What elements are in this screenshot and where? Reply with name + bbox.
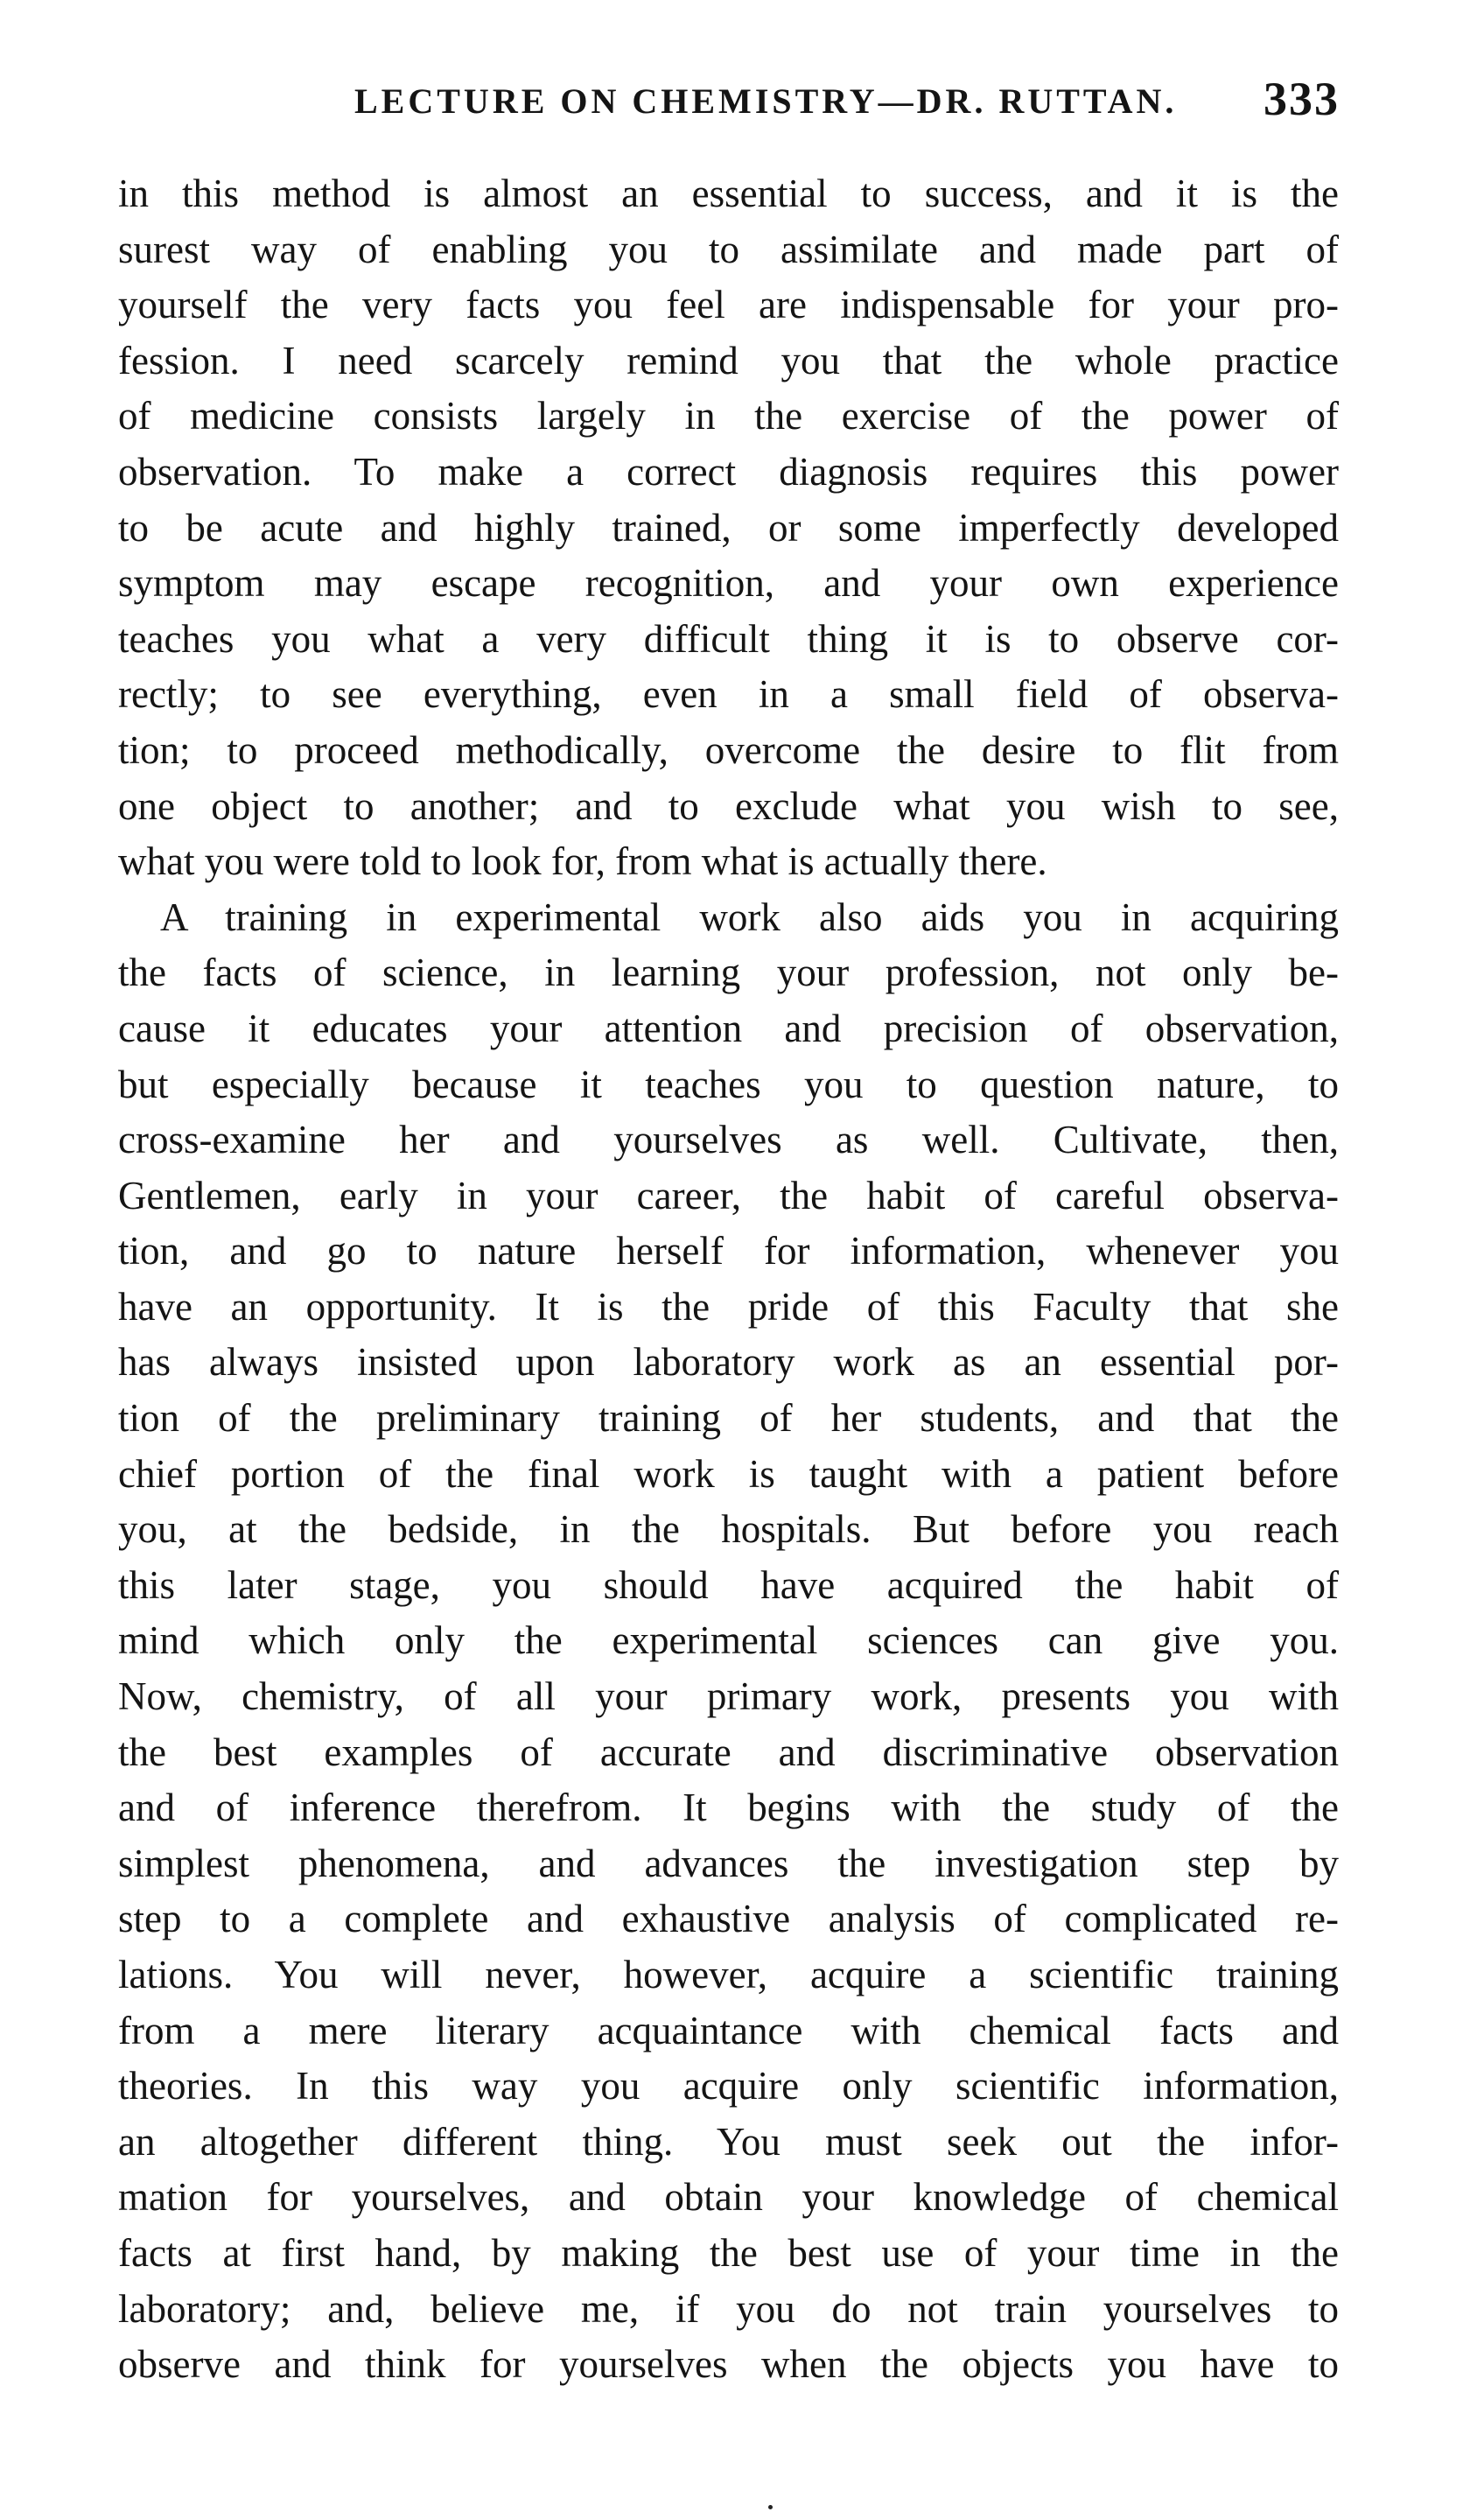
text-line: Gentlemen, early in your career, the habit of careful observa-: [118, 1173, 1339, 1217]
text-line: an altogether different thing. You must seek out the infor-: [118, 2119, 1339, 2164]
text-line: tion of the preliminary training of her students, and that the: [118, 1396, 1339, 1441]
text-line: mation for yourselves, and obtain your knowledge of chemical: [118, 2175, 1339, 2220]
text-line: simplest phenomena, and advances the investigation step by: [118, 1841, 1339, 1885]
text-line: mind which only the experimental sciences can give you.: [118, 1618, 1339, 1663]
text-line: in this method is almost an essential to success, and it is the: [118, 172, 1339, 215]
text-line: and of inference therefrom. It begins with the study of the: [118, 1786, 1339, 1830]
paragraph-end-line: what you were told to look for, from what is actually there.: [118, 839, 1047, 884]
text-line: step to a complete and exhaustive analysis of complicated re-: [118, 1897, 1339, 1941]
text-line: Now, chemistry, of all your primary work, presents you with: [118, 1674, 1339, 1719]
text-line: one object to another; and to exclude what you wish to see,: [118, 783, 1339, 828]
text-line: tion, and go to nature herself for information, whenever you: [118, 1229, 1339, 1274]
text-line: tion; to proceed methodically, overcome the desire to flit from: [118, 727, 1339, 772]
text-line: surest way of enabling you to assimilate and made part of: [118, 227, 1339, 271]
ink-speck: [768, 2505, 773, 2509]
text-line: fession. I need scarcely remind you that the whole practice: [118, 338, 1339, 382]
text-line: but especially because it teaches you to question nature, to: [118, 1062, 1339, 1106]
text-line: lations. You will never, however, acquire a scientific training: [118, 1953, 1339, 1996]
paragraph-first-line: A training in experimental work also aids you in acquiring: [160, 895, 1339, 939]
text-line: chief portion of the final work is taught with a patient before: [118, 1451, 1339, 1496]
running-title: LECTURE ON CHEMISTRY—DR. RUTTAN.: [354, 81, 1178, 121]
page-number: 333: [1264, 73, 1340, 125]
text-line: yourself the very facts you feel are indispensable for your pro-: [118, 283, 1339, 327]
text-line: cross-examine her and yourselves as well. Cultivate, then,: [118, 1118, 1339, 1162]
text-line: laboratory; and, believe me, if you do not train yourselves to: [118, 2286, 1339, 2331]
text-line: of medicine consists largely in the exercise of the power of: [118, 394, 1339, 439]
text-line: observation. To make a correct diagnosis requires this power: [118, 449, 1339, 494]
text-line: theories. In this way you acquire only scientific information,: [118, 2064, 1339, 2109]
text-line: from a mere literary acquaintance with chemical facts and: [118, 2008, 1339, 2052]
text-line: you, at the bedside, in the hospitals. But before you reach: [118, 1507, 1339, 1552]
text-line: teaches you what a very difficult thing it is to observe cor-: [118, 616, 1339, 661]
text-line: observe and think for yourselves when the objects you have to: [118, 2342, 1339, 2387]
text-line: the best examples of accurate and discriminative observation: [118, 1730, 1339, 1774]
text-line: symptom may escape recognition, and your own experience: [118, 561, 1339, 606]
running-head: [118, 72, 1340, 133]
text-line: has always insisted upon laboratory work as an essential por-: [118, 1340, 1339, 1385]
text-line: cause it educates your attention and precision of observation,: [118, 1006, 1339, 1050]
text-line: the facts of science, in learning your profession, not only be-: [118, 951, 1339, 995]
body-text: [118, 166, 1339, 2393]
text-line: rectly; to see everything, even in a small field of observa-: [118, 672, 1339, 717]
text-line: this later stage, you should have acquired the habit of: [118, 1562, 1339, 1607]
text-line: have an opportunity. It is the pride of this Faculty that she: [118, 1284, 1339, 1329]
text-line: to be acute and highly trained, or some imperfectly developed: [118, 505, 1339, 550]
text-line: facts at first hand, by making the best use of your time in the: [118, 2230, 1339, 2275]
